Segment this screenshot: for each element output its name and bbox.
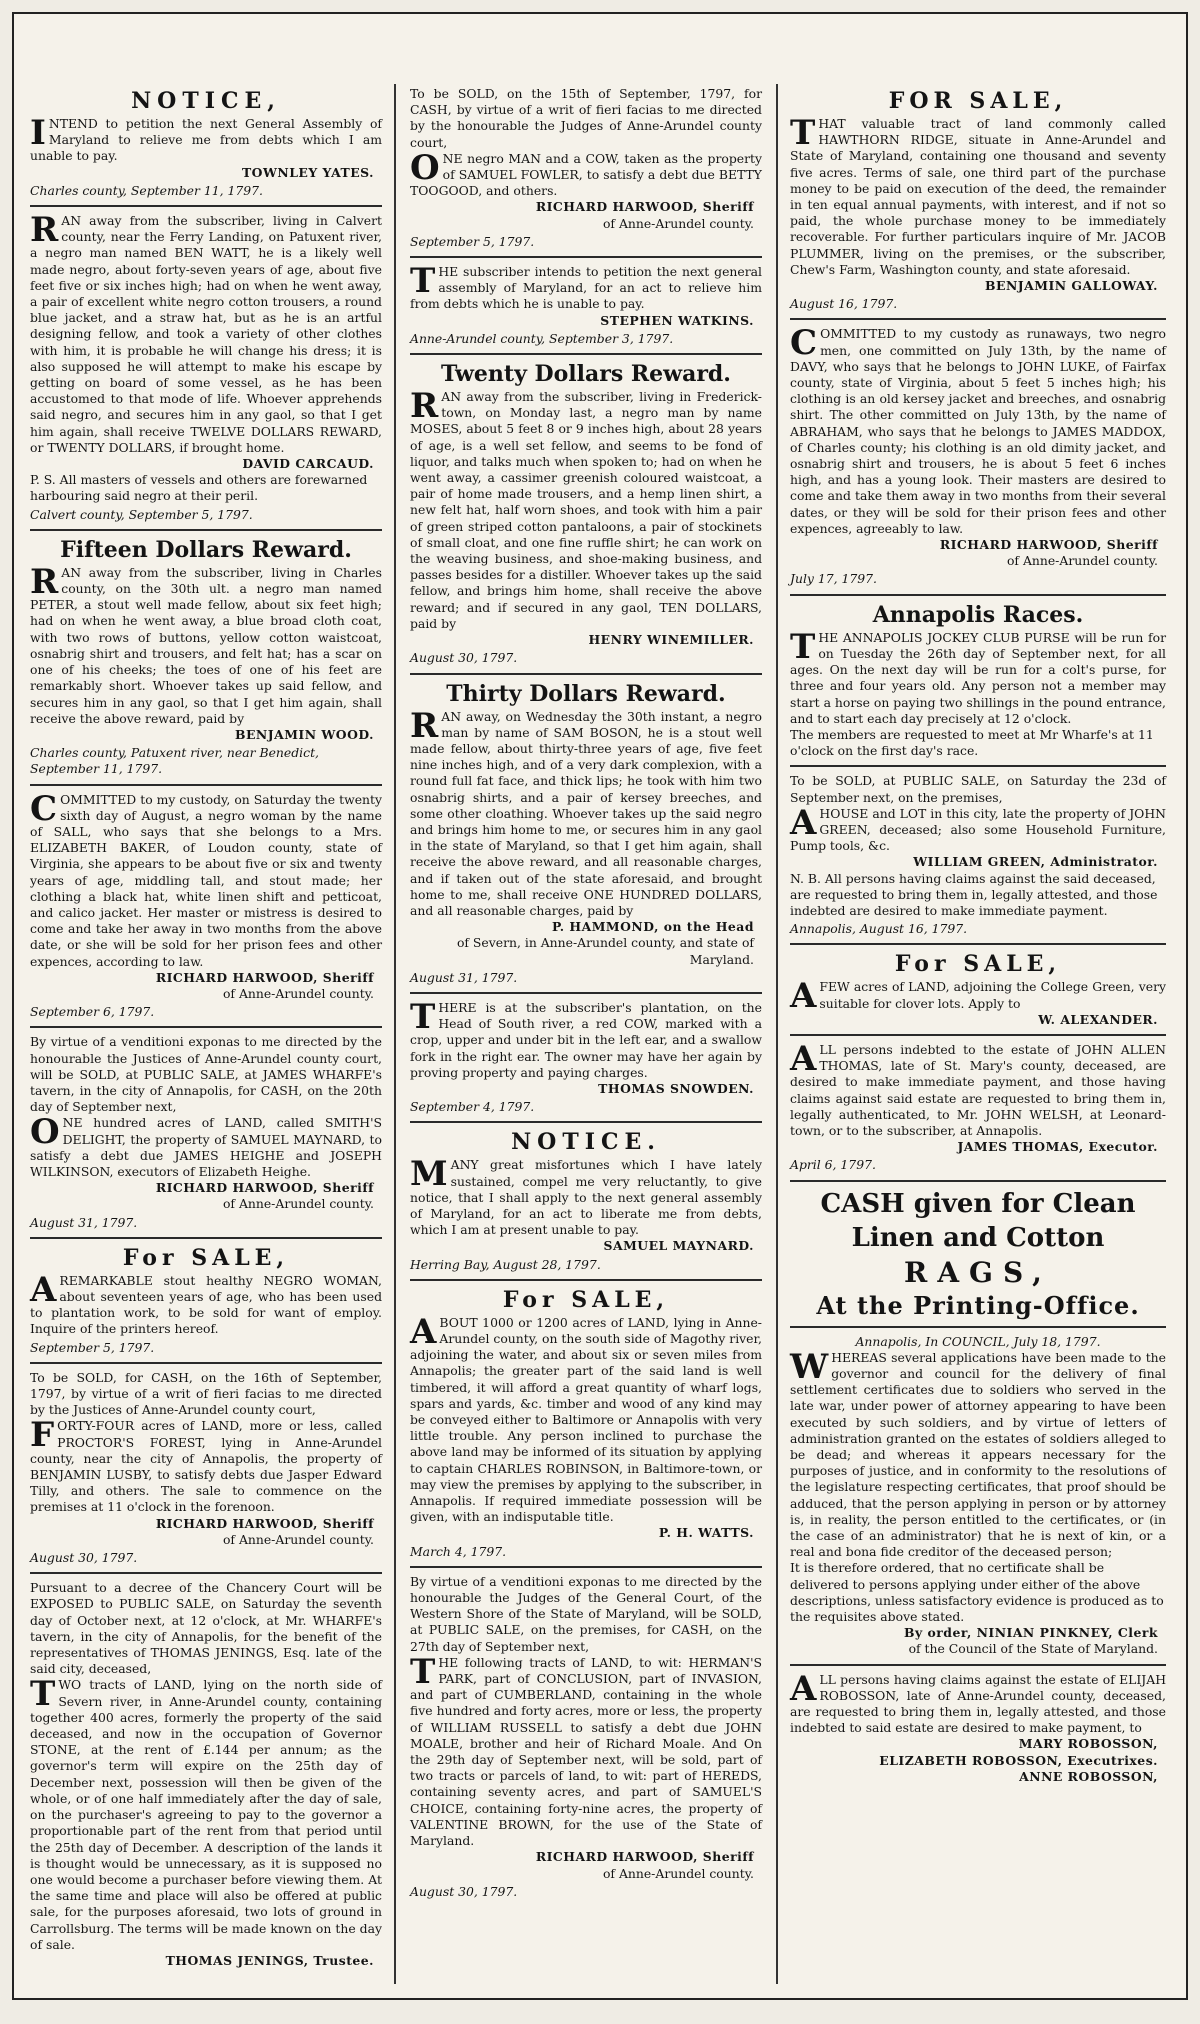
ad-divider <box>30 1362 382 1364</box>
ad-signer: WILLIAM GREEN, Administrator. <box>913 854 1158 870</box>
ad-heading: Fifteen Dollars Reward. <box>60 536 352 563</box>
ad-lead: To be SOLD, at PUBLIC SALE, on Saturday the 23d of September next, on the premises, <box>790 773 1166 805</box>
ad-divider <box>30 1237 382 1239</box>
ad-signer-title: of Anne-Arundel county. <box>1006 553 1158 569</box>
ad-date: August 31, 1797. <box>30 1214 138 1230</box>
column-3 <box>780 86 1176 1986</box>
ad-date: Calvert county, September 5, 1797. <box>30 506 253 522</box>
ad-body: AREMARKABLE stout healthy NEGRO WOMAN, about seventeen years of age, who has been used to plantation work, to be sold for want of employ. Inquire of the printers hereof. <box>30 1269 382 1337</box>
ad-divider <box>410 673 762 675</box>
column-2 <box>400 86 772 1986</box>
ad-signer: RICHARD HARWOOD, Sheriff <box>535 199 754 215</box>
ad-signer: SAMUEL MAYNARD. <box>603 1238 754 1254</box>
ad-divider <box>790 594 1166 596</box>
ad-body: RAN away from the subscriber, living in Charles county, on the 30th ult. a negro man named PETER, a stout well made fellow, about six feet high; had on when he went away, a blue broad cloth coat, with two rows of buttons, yellow cotton waistcoat, osnabrig shirt and trousers, and felt hat; has a scar on one of his cheeks; the toes of one of his feet are remarkably short. Whoever takes up said fellow, and secures him in any gaol, so that I get him again, shall receive the above reward, paid by <box>30 561 382 726</box>
ad-body: ALL persons having claims against the estate of ELIJAH ROBOSSON, late of Anne-Arundel county, deceased, are requested to bring them in, legally attested, and those indebted to said estate are desired to make payment, to <box>790 1668 1166 1736</box>
rags-line: Linen and Cotton <box>851 1222 1105 1253</box>
ad-signer: By order, NINIAN PINKNEY, Clerk <box>904 1625 1158 1641</box>
ad-fifteen-dollars <box>30 537 382 778</box>
ad-body: THE ANNAPOLIS JOCKEY CLUB PURSE will be run for on Tuesday the 26th day of September next, for all ages. On the next day will be run for a colt's purse, for three and four years old. Any person not a member may start a horse on paying two shillings in the pound entrance, and to start each day precisely at 12 o'clock. <box>790 626 1166 726</box>
ad-heading: NOTICE. <box>511 1129 661 1156</box>
ad-date: Charles county, Patuxent river, near Benedict, September 11, 1797. <box>30 745 319 777</box>
ad-body: INTEND to petition the next General Assembly of Maryland to relieve me from debts which I am unable to pay. <box>30 113 382 164</box>
ad-signer-title: of Anne-Arundel county. <box>222 985 374 1001</box>
ad-signer: MARY ROBOSSON, <box>1018 1736 1158 1752</box>
ad-body: ONE negro MAN and a COW, taken as the property of SAMUEL FOWLER, to satisfy a debt due BETTY TOOGOOD, and others. <box>410 147 762 199</box>
ad-heading: Twenty Dollars Reward. <box>441 361 731 388</box>
ad-divider <box>30 1572 382 1574</box>
ad-lead: By virtue of a venditioni exponas to me directed by the honourable the Justices of Anne-Arundel county court, will be SOLD, at PUBLIC SALE, at JAMES WHARFE's tavern, in the city of Annapolis, for CASH, on the 20th day of September next, <box>30 1034 382 1115</box>
ad-signer-title: of Severn, in Anne-Arundel county, and state of Maryland. <box>456 935 754 967</box>
ad-date: July 17, 1797. <box>790 571 877 587</box>
ad-body: AFEW acres of LAND, adjoining the College Green, very suitable for clover lots. Apply to <box>790 976 1166 1017</box>
ad-heading: NOTICE, <box>131 88 281 114</box>
ad-signer: ELIZABETH ROBOSSON, Executrixes. <box>879 1752 1158 1768</box>
ad-divider <box>790 318 1166 320</box>
ad-divider <box>790 765 1166 767</box>
ad-estate-thomas <box>790 1038 1166 1174</box>
ad-heading: For SALE, <box>502 1286 670 1313</box>
ad-divider <box>790 1034 1166 1036</box>
ad-signer: RICHARD HARWOOD, Sheriff <box>939 537 1158 553</box>
ad-body: RAN away from the subscriber, living in Frederick-town, on Monday last, a negro man by name MOSES, about 5 feet 8 or 9 inches high, about 28 years of age, is a well set fellow, and seems to be fond of liquor, and talks much when spoken to; had on when he went away, a cassimer greenish coloured waistcoat, a pair of home made trousers, and a hemp linen shirt, a new felt hat, half worn shoes, and took with him a pair of green striped cotton pantaloons, a pair of stockinets of small cloat, and one fine ruffle shirt; he can work on the weaving business, and shoe-making business, and passes besides for a distiller. Whoever takes up the said fellow, and brings him home, shall receive the above reward; and if secured in any gaol, TEN DOLLARS, paid by <box>410 386 762 631</box>
ad-divider <box>790 1664 1166 1666</box>
ad-body: COMMITTED to my custody, on Saturday the twenty sixth day of August, a negro woman by the name of SALL, who says that she belongs to a Mrs. ELIZABETH BAKER, of Loudon county, state of Virginia, she appears to be about five or six and twenty years of age, middling tall, and stout made; her clothing a black hat, white linen shift and petticoat, and calico jacket. Her master or mistress is desired to come and take her away in two months from the above date, or she will be sold for her prison fees and other expences, according to law. <box>30 788 382 969</box>
ad-ran-away-watt <box>30 210 382 523</box>
newspaper-page <box>12 12 1188 2000</box>
column-rule <box>776 84 778 1984</box>
ad-date: September 5, 1797. <box>30 1339 155 1355</box>
ad-committed-davy <box>790 323 1166 587</box>
ad-twenty-dollars <box>410 361 762 666</box>
ad-postscript: P. S. All masters of vessels and others are forewarned harbouring said negro at their peril. <box>30 472 368 504</box>
rags-line: At the Printing-Office. <box>816 1290 1140 1320</box>
ad-chancery-sale <box>30 1580 382 1969</box>
ad-body: WHEREAS several applications have been made to the governor and council for the delivery of final settlement certificates due to soldiers who served in the late war, under power of attorney appearing to have been executed by such soldiers, and by virtue of letters of administration granted on the estates of soldiers alleged to be dead; and whereas it appears necessary for the purposes of justice, and in conformity to the resolutions of the legislature respecting certificates, that proof should be adduced, that the person applying in person or by attorney is, in reality, the person entitled to the certificates, or (in the case of an administrator) that he is next of kin, or a real and bona fide creditor of the deceased person; <box>790 1346 1166 1560</box>
ad-body: RAN away, on Wednesday the 30th instant, a negro man by name of SAM BOSON, he is a stout well made fellow, about thirty-three years of age, five feet nine inches high, and of a very dark complexion, with a round full fat face, and thick lips; he took with him two osnabrig shirts, and a pair of kersey breeches, and some other cloathing. Whoever takes up the said negro and brings him home to me, or secures him in any gaol in the state of Maryland, so that I get him again, shall receive the above reward, and all reasonable charges, and if taken out of the state aforesaid, and brought home to me, shall receive ONE HUNDRED DOLLARS, and all reasonable charges, paid by <box>410 705 762 918</box>
column-1 <box>20 86 392 1986</box>
ad-date: September 5, 1797. <box>410 233 535 249</box>
ad-divider <box>410 353 762 355</box>
ad-body: THE subscriber intends to petition the next general assembly of Maryland, for an act to relieve him from debts which he is unable to pay. <box>410 261 762 312</box>
ad-divider <box>410 1121 762 1123</box>
ad-signer: W. ALEXANDER. <box>1038 1011 1158 1027</box>
ad-date: Annapolis, August 16, 1797. <box>790 921 968 937</box>
ad-date: August 30, 1797. <box>410 1883 518 1899</box>
ad-proctors-forest <box>30 1370 382 1566</box>
ad-heading: FOR SALE, <box>888 88 1068 114</box>
ad-body: THAT valuable tract of land commonly called HAWTHORN RIDGE, situate in Anne-Arundel and State of Maryland, containing one thousand and seventy five acres. Terms of sale, one third part of the purchase money to be paid on execution of the deed, the remainder in ten equal annual payments, with interest, and if not so paid, the whole purchase money to be immediately recoverable. For further particulars inquire of Mr. JACOB PLUMMER, living on the premises, or the subscriber, Chew's Farm, Washington county, and state aforesaid. <box>790 113 1166 277</box>
ad-signer-title: of Anne-Arundel county. <box>222 1196 374 1212</box>
ad-signer: RICHARD HARWOOD, Sheriff <box>155 1515 374 1531</box>
ad-signer: THOMAS JENINGS, Trustee. <box>165 1952 374 1968</box>
ad-signer: DAVID CARCAUD. <box>242 456 374 472</box>
ad-red-cow <box>410 996 762 1115</box>
ad-body: THERE is at the subscriber's plantation, on the Head of South river, a red COW, marked with a crop, upper and under bit in the left ear, and a swallow fork in the right ear. The owner may have her again by proving property and paying charges. <box>410 996 762 1080</box>
ad-divider <box>790 1326 1166 1328</box>
ad-divider <box>410 992 762 994</box>
ad-body: FORTY-FOUR acres of LAND, more or less, called PROCTOR'S FOREST, lying in Anne-Arundel county, near the city of Annapolis, the property of BENJAMIN LUSBY, to satisfy debts due Jasper Edward Tilly, and others. The sale to commence on the premises at 11 o'clock in the forenoon. <box>30 1415 382 1515</box>
ad-committed-sall <box>30 788 382 1021</box>
ad-note: It is therefore ordered, that no certificate shall be delivered to persons applying under either of the above descriptions, unless satisfactory evidence is produced as to the requisites above stated. <box>790 1560 1164 1625</box>
column-rule <box>394 84 396 1984</box>
ad-signer: BENJAMIN WOOD. <box>235 726 374 742</box>
ad-body: THE following tracts of LAND, to wit: HERMAN'S PARK, part of CONCLUSION, part of INVASION, and part of CUMBERLAND, containing in the whole five hundred and forty acres, more or less, the property of WILLIAM RUSSELL to satisfy a debt due JOHN MOALE, brother and heir of Richard Moale. And On the 29th day of September next, will be sold, part of two tracts or parcels of land, to wit: part of HEREDS, containing seventy acres, and part of SAMUEL'S CHOICE, containing forty-nine acres, the property of VALENTINE BROWN, for the use of the State of Maryland. <box>410 1651 762 1849</box>
ad-estate-robosson <box>790 1668 1166 1785</box>
ad-notice-yates <box>30 88 382 199</box>
ad-signer: BENJAMIN GALLOWAY. <box>985 278 1158 294</box>
ad-heading: For SALE, <box>122 1244 290 1271</box>
ad-for-sale-alexander <box>790 951 1166 1028</box>
ad-date: Anne-Arundel county, September 3, 1797. <box>410 330 674 346</box>
ad-date: Charles county, September 11, 1797. <box>30 182 263 198</box>
ad-date: April 6, 1797. <box>790 1157 876 1173</box>
ad-divider <box>790 943 1166 945</box>
ad-thirty-dollars <box>410 681 762 986</box>
ad-green-house <box>790 773 1166 937</box>
ad-signer: RICHARD HARWOOD, Sheriff <box>535 1849 754 1865</box>
ad-divider <box>30 529 382 531</box>
ad-date: March 4, 1797. <box>410 1543 507 1559</box>
ad-body: TWO tracts of LAND, lying on the north side of Severn river, in Anne-Arundel county, containing together 400 acres, formerly the property of the said deceased, and now in the occupation of Governor STONE, at the rent of £.144 per annum; as the governor's term will expire on the 25th day of December next, possession will then be given of the whole, or of one half immediately after the day of sale, on the purchaser's agreeing to pay to the governor a proportionable part of the rent from that period until the 25th day of December. A description of the lands it is thought would be unnecessary, as it is supposed no one would become a purchaser before viewing them. At the same time and place will also be offered at public sale, for the purposes aforesaid, two lots of ground in Carrollsburg. The terms will be made known on the day of sale. <box>30 1674 382 1952</box>
ad-signer: ANNE ROBOSSON, <box>1019 1768 1158 1784</box>
ad-lead: Annapolis, In COUNCIL, July 18, 1797. <box>855 1333 1101 1349</box>
ad-body: ABOUT 1000 or 1200 acres of LAND, lying in Anne-Arundel county, on the south side of Magothy river, adjoining the water, and about six or seven miles from Annapolis; the greater part of the said land is well timbered, it will afford a great quantity of wharf logs, spars and yards, &c. timber and wood of any kind may be conveyed either to Baltimore or Annapolis with very little trouble. Any person inclined to purchase the above land may be informed of its situation by applying to captain CHARLES ROBINSON, in Baltimore-town, or may view the premises by applying to the subscriber, in Annapolis. If required immediate possession will be given, with an indisputable title. <box>410 1311 762 1525</box>
ad-body: ONE hundred acres of LAND, called SMITH'S DELIGHT, the property of SAMUEL MAYNARD, to satisfy a debt due JAMES HEIGHE and JOSEPH WILKINSON, executors of Elizabeth Heighe. <box>30 1112 382 1179</box>
ad-date: September 4, 1797. <box>410 1099 535 1115</box>
ad-lead: Pursuant to a decree of the Chancery Court will be EXPOSED to PUBLIC SALE, on Saturday the seventh day of October next, at 12 o'clock, at Mr. WHARFE's tavern, in the city of Annapolis, for the benefit of the representatives of THOMAS JENINGS, Esq. late of the said city, deceased, <box>30 1580 382 1677</box>
ad-smiths-delight <box>30 1034 382 1230</box>
ad-divider <box>30 784 382 786</box>
ad-hawthorn-ridge <box>790 88 1166 312</box>
ad-annapolis-races <box>790 602 1166 760</box>
ad-date: August 30, 1797. <box>410 650 518 666</box>
ad-signer: RICHARD HARWOOD, Sheriff <box>155 1180 374 1196</box>
ad-signer-title: of Anne-Arundel county. <box>602 1865 754 1881</box>
ad-signer: TOWNLEY YATES. <box>241 164 374 180</box>
ad-divider <box>30 205 382 207</box>
ad-for-sale-watts <box>410 1287 762 1560</box>
ad-body: MANY great misfortunes which I have lately sustained, compel me very reluctantly, to give notice, that I shall apply to the next general assembly of Maryland, for an act to liberate me from debts, which I am at present unable to pay. <box>410 1154 762 1238</box>
rags-line: RAGS, <box>904 1255 1052 1289</box>
ad-lead: To be SOLD, for CASH, on the 16th of September, 1797, by virtue of a writ of fieri facias to me directed by the Justices of Anne-Arundel county court, <box>30 1369 382 1418</box>
rags-line: CASH given for Clean <box>820 1188 1136 1219</box>
ad-lead: By virtue of a venditioni exponas to me directed by the honourable the Judges of the General Court, of the Western Shore of the State of Maryland, will be SOLD, at PUBLIC SALE, on the premises, for CASH, on the 27th day of September next, <box>410 1573 762 1654</box>
ad-note: N. B. All persons having claims against the said deceased, are requested to bring them in, legally attested, and those indebted are desired to make immediate payment. <box>790 870 1158 918</box>
ad-divider <box>410 1566 762 1568</box>
ad-signer: RICHARD HARWOOD, Sheriff <box>155 969 374 985</box>
ad-date: Herring Bay, August 28, 1797. <box>410 1256 601 1272</box>
ad-signer-title: of Anne-Arundel county. <box>222 1531 374 1547</box>
ad-body: COMMITTED to my custody as runaways, two negro men, one committed on July 13th, by the name of DAVY, who says that he belongs to JOHN LUKE, of Fairfax county, state of Virginia, about 5 feet 5 inches high; his clothing is an old kersey jacket and breeches, and osnabrig shirt. The other committed on July 13th, by the name of ABRAHAM, who says that he belongs to JAMES MADDOX, of Charles county; his clothing is an old dimity jacket, and osnabrig shirt and trousers, he is about 5 feet 6 inches high, and has a young look. Their masters are desired to come and take them away in two months from their several dates, or they will be sold for their prison fees and other expences, agreeably to law. <box>790 323 1166 536</box>
ad-signer: STEPHEN WATKINS. <box>600 312 754 328</box>
ad-signer: HENRY WINEMILLER. <box>588 632 754 648</box>
ad-lead: To be SOLD, on the 15th of September, 1797, for CASH, by virtue of a writ of fieri facias to me directed by the honourable the Judges of Anne-Arundel county court, <box>410 86 762 150</box>
ad-heading: For SALE, <box>894 951 1062 978</box>
ad-signer: P. H. WATTS. <box>658 1525 754 1541</box>
ad-signer: THOMAS SNOWDEN. <box>598 1080 754 1096</box>
ad-date: August 30, 1797. <box>30 1550 138 1566</box>
ad-divider <box>410 1279 762 1281</box>
ad-fieri-cow <box>410 86 762 250</box>
ad-general-court-sale <box>410 1574 762 1900</box>
ad-council-notice <box>790 1334 1166 1658</box>
ad-watkins <box>410 261 762 347</box>
ad-cash-for-rags <box>790 1188 1166 1320</box>
ad-date: September 6, 1797. <box>30 1004 155 1020</box>
ad-signer: JAMES THOMAS, Executor. <box>957 1139 1158 1155</box>
ad-heading: Thirty Dollars Reward. <box>446 680 726 707</box>
ad-heading: Annapolis Races. <box>872 601 1084 628</box>
ad-date: August 31, 1797. <box>410 969 518 985</box>
ad-body: AHOUSE and LOT in this city, late the property of JOHN GREEN, deceased; also some Household Furniture, Pump tools, &c. <box>790 802 1166 854</box>
ad-body: ALL persons indebted to the estate of JOHN ALLEN THOMAS, late of St. Mary's county, deceased, are desired to make immediate payment, and those having claims against said estate are requested to bring them in, legally authenticated, to Mr. JOHN WELSH, at Leonard-town, or to the subscriber, at Annapolis. <box>790 1038 1166 1138</box>
ad-divider <box>790 1180 1166 1182</box>
ad-notice-maynard <box>410 1129 762 1272</box>
ad-body: RAN away from the subscriber, living in Calvert county, near the Ferry Landing, on Patuxent river, a negro man named BEN WATT, he is a likely well made negro, about forty-seven years of age, about five feet five or six inches high; had on when he went away, a pair of excellent white negro cotton trousers, a round blue jacket, and a straw hat, but as he is an artful designing fellow, and took a variety of other clothes with him, it is probable he will change his dress; it is also supposed he will attempt to make his escape by getting on board of some vessel, as he has been accustomed to that mode of life. Whoever apprehends said negro, and secures him in any gaol, so that I get him again, shall receive TWELVE DOLLARS REWARD, or TWENTY DOLLARS, if brought home. <box>30 210 382 455</box>
ad-for-sale-woman <box>30 1245 382 1356</box>
ad-signer-title: of the Council of the State of Maryland. <box>908 1641 1158 1657</box>
ad-divider <box>410 256 762 258</box>
ad-date: August 16, 1797. <box>790 296 898 312</box>
ad-signer: P. HAMMOND, on the Head <box>552 919 754 935</box>
ad-divider <box>30 1026 382 1028</box>
ad-signer-title: of Anne-Arundel county. <box>602 215 754 231</box>
ad-note: The members are requested to meet at Mr Wharfe's at 11 o'clock on the first day's race. <box>790 726 1154 759</box>
